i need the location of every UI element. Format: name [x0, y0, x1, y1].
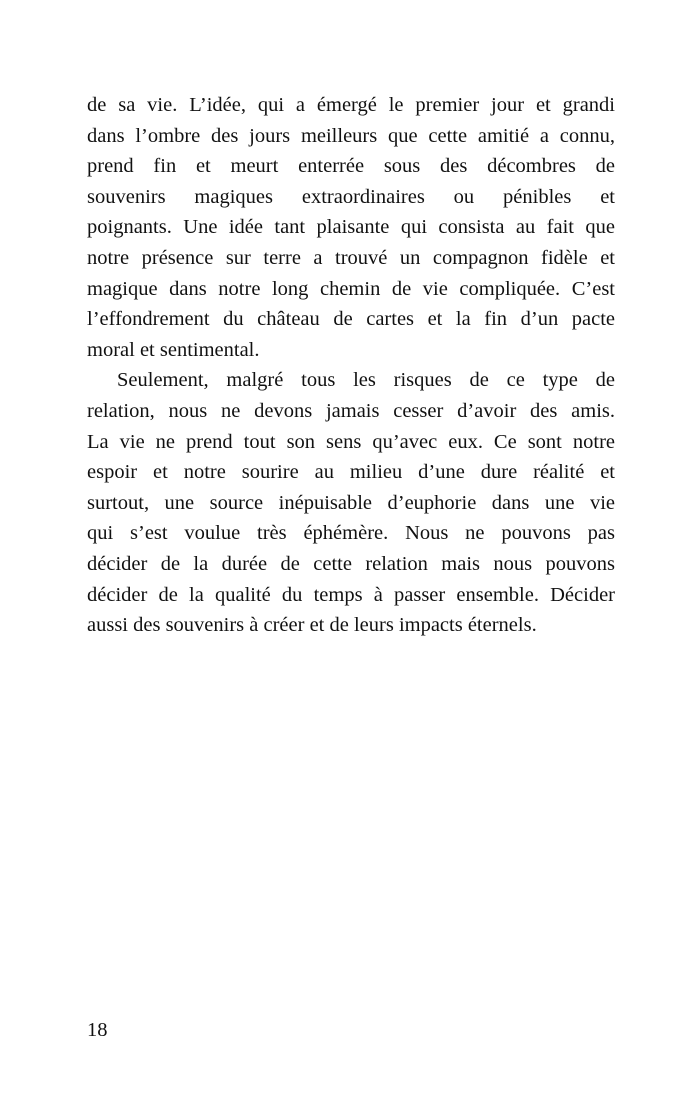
page-body — [87, 90, 615, 641]
text-line: poignants. Une idée tant plaisante qui consista au fait que — [87, 216, 615, 239]
text-line: qui s’est voulue très éphémère. Nous ne pouvons pas — [87, 522, 615, 545]
text-line: aussi des souvenirs à créer et de leurs impacts éternels. — [87, 614, 537, 637]
text-line: notre présence sur terre a trouvé un compagnon fidèle et — [87, 246, 615, 269]
text-line: l’effondrement du château de cartes et la fin d’un pacte — [87, 308, 615, 331]
paragraph-2 — [87, 365, 615, 640]
text-line: de sa vie. L’idée, qui a émergé le premier jour et grandi — [87, 94, 615, 116]
text-line: espoir et notre sourire au milieu d’une dure réalité et — [87, 461, 615, 484]
text-line: surtout, une source inépuisable d’euphorie dans une vie — [87, 491, 615, 514]
text-line: relation, nous ne devons jamais cesser d’avoir des amis. — [87, 399, 615, 422]
text-line: magique dans notre long chemin de vie compliquée. C’est — [87, 277, 615, 300]
text-line: moral et sentimental. — [87, 338, 260, 361]
page-number: 18 — [87, 1019, 108, 1041]
text-line: souvenirs magiques extraordinaires ou pénibles et — [87, 185, 615, 208]
text-line: décider de la qualité du temps à passer ensemble. Décider — [87, 583, 615, 606]
text-line: dans l’ombre des jours meilleurs que cette amitié a connu, — [87, 124, 615, 147]
text-line: Seulement, malgré tous les risques de ce type de — [117, 369, 615, 392]
text-line: décider de la durée de cette relation mais nous pouvons — [87, 552, 615, 575]
paragraph-1 — [87, 90, 615, 365]
text-line: La vie ne prend tout son sens qu’avec eux. Ce sont notre — [87, 430, 615, 453]
text-line: prend fin et meurt enterrée sous des décombres de — [87, 155, 615, 178]
